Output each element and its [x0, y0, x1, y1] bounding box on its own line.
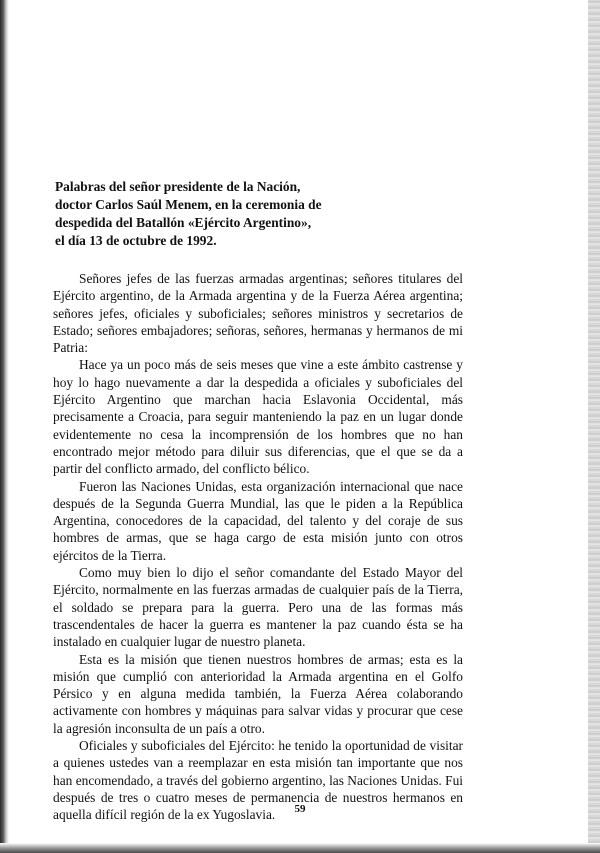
- document-content: [53, 178, 463, 824]
- heading-line: doctor Carlos Saúl Menem, en la ceremonia de: [55, 197, 322, 212]
- paragraph: Fueron las Naciones Unidas, esta organización internacional que nace después de la Segunda Guerra Mundial, las que le piden a la República Argentina, conocedores de la capacidad, del talento y del coraje de sus hombres de armas, que se haga cargo de esta misión junto con otros ejércitos de la Tierra.: [53, 478, 463, 563]
- scan-shadow-right: [588, 0, 600, 853]
- scan-shadow-left: [0, 0, 9, 853]
- paragraph: Como muy bien lo dijo el señor comandante del Estado Mayor del Ejército, normalmente en las fuerzas armadas de cualquier país de la Tierra, el soldado se prepara para la guerra. Pero una de las formas más trascendentales de hacer la guerra es mantener la paz cuando ésta se ha instalado en cualquier lugar de nuestro planeta.: [53, 565, 463, 650]
- page-number: 59: [294, 803, 306, 815]
- paragraph: Señores jefes de las fuerzas armadas argentinas; señores titulares del Ejército argentino, de la Armada argentina y de la Fuerza Aérea argentina; señores jefes, oficiales y suboficiales; señores ministros y secretarios de Estado; señores embajadores; señoras, señores, hermanas y hermanos de mi Patria:: [53, 271, 463, 356]
- scan-shadow-bottom: [0, 843, 600, 853]
- paragraph: Oficiales y suboficiales del Ejército: he tenido la oportunidad de visitar a quienes ustedes van a reemplazar en esta misión tan importante que nos han encomendado, a través del gobierno argentino, las Naciones Unidas. Fui después de tres o cuatro meses de permanencia de nuestros hermanos en aquella difícil región de la ex Yugoslavia.: [53, 738, 463, 823]
- paragraph: Hace ya un poco más de seis meses que vine a este ámbito castrense y hoy lo hago nuevamente a dar la despedida a oficiales y suboficiales del Ejército Argentino que marchan hacia Eslavonia Occidental, más precisamente a Croacia, para seguir manteniendo la paz en un lugar donde evidentemente no cesa la incomprensión de los hombres que no han encontrado mejor método para diluir sus diferencias, que el que se da a partir del conflicto armado, del conflicto bélico.: [53, 357, 463, 477]
- heading-line: despedida del Batallón «Ejército Argentino»,: [55, 215, 312, 230]
- speech-heading: [55, 178, 463, 250]
- heading-line: el día 13 de octubre de 1992.: [55, 233, 217, 248]
- speech-body: [53, 270, 463, 824]
- heading-line: Palabras del señor presidente de la Nación,: [55, 179, 301, 194]
- paragraph: Esta es la misión que tienen nuestros hombres de armas; esta es la misión que cumplió con anterioridad la Armada argentina en el Golfo Pérsico y en alguna medida también, la Fuerza Aérea colaborando activamente con hombres y máquinas para salvar vidas y procurar que cese la agresión inconsulta de un país a otro.: [53, 651, 463, 736]
